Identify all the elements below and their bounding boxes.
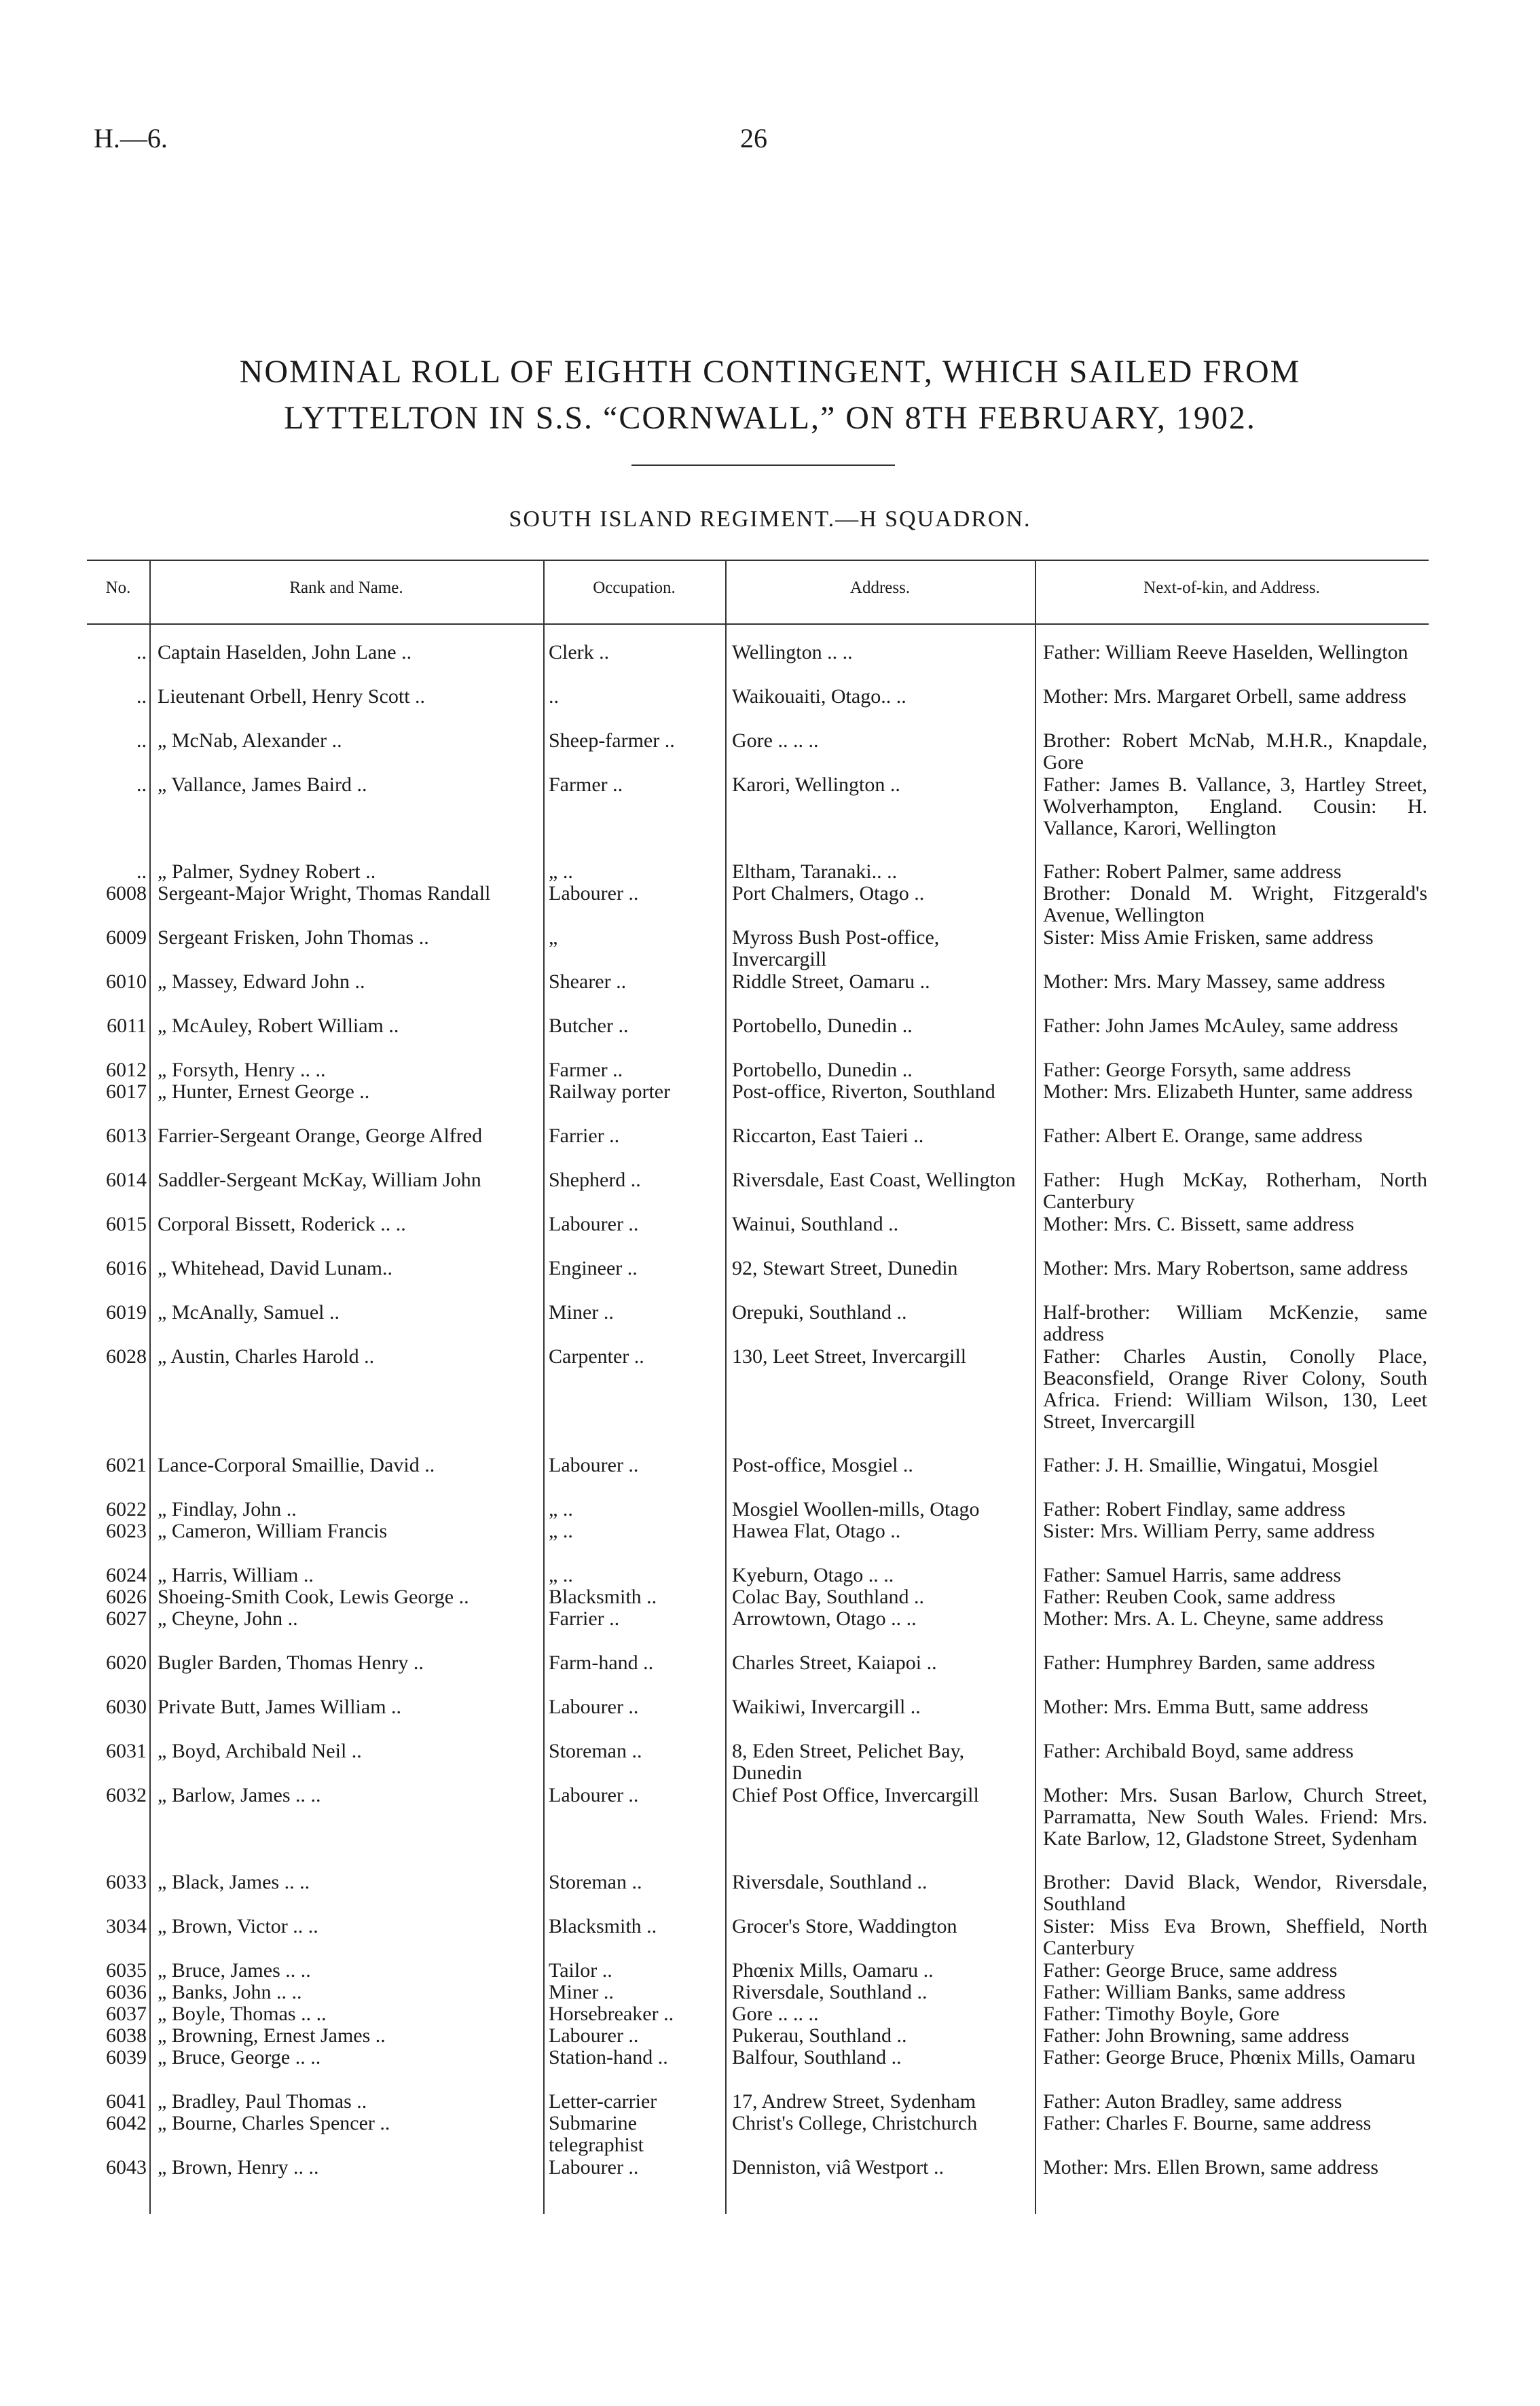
occupation: Horsebreaker .. [549, 2003, 674, 2025]
occupation: Labourer .. [549, 882, 639, 905]
next-of-kin: Mother: Mrs. Ellen Brown, same address [1043, 2156, 1379, 2179]
rank-and-name: „ Whitehead, David Lunam.. [158, 1257, 392, 1279]
column-header-address: Address. [849, 579, 911, 597]
rank-and-name: „ Brown, Victor .. .. [158, 1915, 318, 1937]
address: Grocer's Store, Waddington [732, 1915, 957, 1937]
rank-and-name: Corporal Bissett, Roderick .. .. [158, 1213, 406, 1235]
rank-and-name: Shoeing-Smith Cook, Lewis George .. [158, 1586, 469, 1608]
column-header-next-of-kin: Next-of-kin, and Address. [1143, 579, 1320, 597]
roll-number: 6016 [106, 1257, 147, 1279]
section-subtitle: SOUTH ISLAND REGIMENT.—H SQUADRON. [509, 507, 1031, 532]
next-of-kin: Father: James B. Vallance, 3, Hartley Street, Wolverhampton, England. Cousin: H. Vallance, Karori, Wellington [1043, 773, 1427, 839]
occupation: Miner .. [549, 1301, 614, 1324]
roll-number: .. [136, 685, 147, 708]
roll-number: 6021 [106, 1454, 147, 1476]
occupation: „ .. [549, 860, 573, 883]
next-of-kin: Father: George Forsyth, same address [1043, 1059, 1351, 1081]
roll-number: 3034 [106, 1915, 147, 1937]
next-of-kin: Mother: Mrs. A. L. Cheyne, same address [1043, 1607, 1384, 1630]
occupation: Engineer .. [549, 1257, 638, 1279]
rank-and-name: „ Barlow, James .. .. [158, 1784, 321, 1806]
address: Port Chalmers, Otago .. [732, 882, 925, 905]
address: Balfour, Southland .. [732, 2046, 902, 2068]
occupation: Storeman .. [549, 1871, 642, 1893]
address: Wainui, Southland .. [732, 1213, 899, 1235]
column-header-rank-name: Rank and Name. [289, 579, 403, 597]
address: Charles Street, Kaiapoi .. [732, 1652, 937, 1674]
next-of-kin: Sister: Miss Amie Frisken, same address [1043, 926, 1374, 949]
next-of-kin: Sister: Mrs. William Perry, same address [1043, 1520, 1375, 1542]
rank-and-name: „ McAuley, Robert William .. [158, 1015, 399, 1037]
roll-number: 6019 [106, 1301, 147, 1324]
roll-number: 6024 [106, 1564, 147, 1586]
next-of-kin: Father: John James McAuley, same address [1043, 1015, 1398, 1037]
next-of-kin: Father: Archibald Boyd, same address [1043, 1740, 1354, 1762]
rank-and-name: Lieutenant Orbell, Henry Scott .. [158, 685, 426, 708]
roll-number: 6031 [106, 1740, 147, 1762]
rank-and-name: „ Austin, Charles Harold .. [158, 1345, 375, 1368]
address: 8, Eden Street, Pelichet Bay, Dunedin [732, 1740, 965, 1784]
address: Riddle Street, Oamaru .. [732, 970, 930, 993]
address: Chief Post Office, Invercargill [732, 1784, 979, 1806]
rank-and-name: Sergeant-Major Wright, Thomas Randall [158, 882, 491, 905]
address: Denniston, viâ Westport .. [732, 2156, 944, 2179]
occupation: Labourer .. [549, 1784, 639, 1806]
occupation: Station-hand .. [549, 2046, 668, 2068]
occupation: Shepherd .. [549, 1169, 641, 1191]
rank-and-name: „ Harris, William .. [158, 1564, 314, 1586]
address: 130, Leet Street, Invercargill [732, 1345, 967, 1368]
occupation: Blacksmith .. [549, 1915, 657, 1937]
address: Christ's College, Christchurch [732, 2112, 978, 2134]
address: Karori, Wellington .. [732, 773, 900, 796]
occupation: Farrier .. [549, 1125, 620, 1147]
occupation: Farm-hand .. [549, 1652, 654, 1674]
next-of-kin: Mother: Mrs. Mary Massey, same address [1043, 970, 1385, 993]
next-of-kin: Father: Reuben Cook, same address [1043, 1586, 1336, 1608]
next-of-kin: Father: Timothy Boyle, Gore [1043, 2003, 1280, 2025]
address: Phœnix Mills, Oamaru .. [732, 1959, 934, 1982]
rank-and-name: Private Butt, James William .. [158, 1696, 402, 1718]
roll-number: 6039 [106, 2046, 147, 2068]
roll-number: 6026 [106, 1586, 147, 1608]
address: Colac Bay, Southland .. [732, 1586, 925, 1608]
page-number: 26 [740, 123, 767, 153]
address: Riversdale, Southland .. [732, 1981, 928, 2003]
roll-number: .. [136, 860, 147, 883]
address: Portobello, Dunedin .. [732, 1015, 913, 1037]
rank-and-name: „ McNab, Alexander .. [158, 729, 342, 752]
occupation: Submarine telegraphist [549, 2112, 644, 2156]
rank-and-name: „ Browning, Ernest James .. [158, 2024, 386, 2047]
occupation: .. [549, 685, 559, 708]
roll-number: 6041 [106, 2090, 147, 2113]
rank-and-name: „ Cheyne, John .. [158, 1607, 298, 1630]
address: Post-office, Riverton, Southland [732, 1080, 995, 1103]
occupation: Shearer .. [549, 970, 627, 993]
roll-number: 6010 [106, 970, 147, 993]
rank-and-name: „ Bruce, George .. .. [158, 2046, 321, 2068]
next-of-kin: Father: John Browning, same address [1043, 2024, 1349, 2047]
rank-and-name: „ Banks, John .. .. [158, 1981, 302, 2003]
next-of-kin: Father: Charles F. Bourne, same address [1043, 2112, 1372, 2134]
rank-and-name: „ Boyd, Archibald Neil .. [158, 1740, 362, 1762]
next-of-kin: Mother: Mrs. C. Bissett, same address [1043, 1213, 1355, 1235]
next-of-kin: Father: Hugh McKay, Rotherham, North Canterbury [1043, 1169, 1427, 1213]
roll-number: 6020 [106, 1652, 147, 1674]
roll-number: 6027 [106, 1607, 147, 1630]
roll-number: 6043 [106, 2156, 147, 2179]
next-of-kin: Father: George Bruce, same address [1043, 1959, 1338, 1982]
roll-number: 6030 [106, 1696, 147, 1718]
page-title-line-1: NOMINAL ROLL OF EIGHTH CONTINGENT, WHICH SAILED FROM [239, 354, 1301, 390]
rank-and-name: „ Palmer, Sydney Robert .. [158, 860, 376, 883]
next-of-kin: Father: Robert Palmer, same address [1043, 860, 1342, 883]
roll-number: 6011 [107, 1015, 147, 1037]
roll-number: .. [136, 641, 147, 663]
address: Waikouaiti, Otago.. .. [732, 685, 906, 708]
next-of-kin: Father: Humphrey Barden, same address [1043, 1652, 1376, 1674]
roll-number: 6033 [106, 1871, 147, 1893]
address: Myross Bush Post-office, Invercargill [732, 926, 940, 970]
next-of-kin: Mother: Mrs. Mary Robertson, same address [1043, 1257, 1408, 1279]
rank-and-name: „ Hunter, Ernest George .. [158, 1080, 370, 1103]
rank-and-name: „ Massey, Edward John .. [158, 970, 365, 993]
rank-and-name: Lance-Corporal Smaillie, David .. [158, 1454, 435, 1476]
occupation: Farrier .. [549, 1607, 620, 1630]
occupation: Letter-carrier [549, 2090, 657, 2113]
occupation: Storeman .. [549, 1740, 642, 1762]
occupation: „ .. [549, 1498, 573, 1520]
rank-and-name: „ Brown, Henry .. .. [158, 2156, 319, 2179]
address: Riversdale, East Coast, Wellington [732, 1169, 1016, 1191]
address: Post-office, Mosgiel .. [732, 1454, 913, 1476]
next-of-kin: Mother: Mrs. Susan Barlow, Church Street, Parramatta, New South Wales. Friend: Mrs. Kate Barlow, 12, Gladstone Street, Sydenham [1043, 1784, 1427, 1850]
address: 92, Stewart Street, Dunedin [732, 1257, 958, 1279]
occupation: Tailor .. [549, 1959, 612, 1982]
next-of-kin: Mother: Mrs. Margaret Orbell, same address [1043, 685, 1407, 708]
rank-and-name: „ Bruce, James .. .. [158, 1959, 311, 1982]
address: Orepuki, Southland .. [732, 1301, 907, 1324]
roll-number: 6009 [106, 926, 147, 949]
rank-and-name: Sergeant Frisken, John Thomas .. [158, 926, 429, 949]
occupation: Farmer .. [549, 773, 623, 796]
rank-and-name: „ Forsyth, Henry .. .. [158, 1059, 326, 1081]
next-of-kin: Father: Charles Austin, Conolly Place, Beaconsfield, Orange River Colony, South Africa. Friend: William Wilson, 130, Leet Street, Invercargill [1043, 1345, 1427, 1433]
roll-number: 6042 [106, 2112, 147, 2134]
rank-and-name: Saddler-Sergeant McKay, William John [158, 1169, 481, 1191]
rank-and-name: „ Black, James .. .. [158, 1871, 310, 1893]
roll-number: 6012 [106, 1059, 147, 1081]
address: Riccarton, East Taieri .. [732, 1125, 924, 1147]
next-of-kin: Father: Auton Bradley, same address [1043, 2090, 1342, 2113]
address: Hawea Flat, Otago .. [732, 1520, 901, 1542]
occupation: Blacksmith .. [549, 1586, 657, 1608]
rank-and-name: „ Findlay, John .. [158, 1498, 297, 1520]
occupation: Butcher .. [549, 1015, 629, 1037]
roll-number: 6035 [106, 1959, 147, 1982]
roll-number: 6015 [106, 1213, 147, 1235]
roll-number: 6014 [106, 1169, 147, 1191]
occupation: Labourer .. [549, 2156, 639, 2179]
address: Kyeburn, Otago .. .. [732, 1564, 894, 1586]
next-of-kin: Father: Albert E. Orange, same address [1043, 1125, 1363, 1147]
next-of-kin: Father: Robert Findlay, same address [1043, 1498, 1346, 1520]
occupation: Farmer .. [549, 1059, 623, 1081]
address: Riversdale, Southland .. [732, 1871, 928, 1893]
next-of-kin: Brother: David Black, Wendor, Riversdale, Southland [1043, 1871, 1427, 1915]
occupation: „ [549, 926, 558, 949]
occupation: Labourer .. [549, 1454, 639, 1476]
occupation: Clerk .. [549, 641, 610, 663]
rank-and-name: „ McAnally, Samuel .. [158, 1301, 340, 1324]
address: Waikiwi, Invercargill .. [732, 1696, 921, 1718]
address: Wellington .. .. [732, 641, 853, 663]
address: Pukerau, Southland .. [732, 2024, 907, 2047]
document-reference: H.—6. [94, 123, 168, 153]
address: Portobello, Dunedin .. [732, 1059, 913, 1081]
occupation: „ .. [549, 1520, 573, 1542]
rank-and-name: „ Bradley, Paul Thomas .. [158, 2090, 367, 2113]
roll-number: 6008 [106, 882, 147, 905]
next-of-kin: Father: J. H. Smaillie, Wingatui, Mosgiel [1043, 1454, 1379, 1476]
column-header-no: No. [105, 579, 131, 597]
rank-and-name: „ Vallance, James Baird .. [158, 773, 367, 796]
roll-number: 6032 [106, 1784, 147, 1806]
rank-and-name: Farrier-Sergeant Orange, George Alfred [158, 1125, 483, 1147]
next-of-kin: Brother: Robert McNab, M.H.R., Knapdale, Gore [1043, 729, 1427, 773]
roll-number: 6036 [106, 1981, 147, 2003]
address: Eltham, Taranaki.. .. [732, 860, 898, 883]
roll-number: 6037 [106, 2003, 147, 2025]
next-of-kin: Father: George Bruce, Phœnix Mills, Oamaru [1043, 2046, 1416, 2068]
roll-number: .. [136, 729, 147, 752]
roll-number: 6017 [106, 1080, 147, 1103]
occupation: Sheep-farmer .. [549, 729, 675, 752]
address: Gore .. .. .. [732, 2003, 819, 2025]
next-of-kin: Half-brother: William McKenzie, same address [1043, 1301, 1427, 1345]
next-of-kin: Father: Samuel Harris, same address [1043, 1564, 1342, 1586]
next-of-kin: Brother: Donald M. Wright, Fitzgerald's Avenue, Wellington [1043, 882, 1427, 926]
column-header-occupation: Occupation. [593, 579, 676, 597]
next-of-kin: Mother: Mrs. Elizabeth Hunter, same address [1043, 1080, 1413, 1103]
roll-number: 6013 [106, 1125, 147, 1147]
roll-number: 6028 [106, 1345, 147, 1368]
occupation: Carpenter .. [549, 1345, 644, 1368]
occupation: „ .. [549, 1564, 573, 1586]
occupation: Railway porter [549, 1080, 671, 1103]
roll-number: 6038 [106, 2024, 147, 2047]
rank-and-name: Bugler Barden, Thomas Henry .. [158, 1652, 424, 1674]
roll-number: .. [136, 773, 147, 796]
occupation: Labourer .. [549, 2024, 639, 2047]
rank-and-name: „ Bourne, Charles Spencer .. [158, 2112, 390, 2134]
address: Arrowtown, Otago .. .. [732, 1607, 917, 1630]
next-of-kin: Sister: Miss Eva Brown, Sheffield, North Canterbury [1043, 1915, 1427, 1959]
page-title-line-2: LYTTELTON IN S.S. “CORNWALL,” ON 8TH FEBRUARY, 1902. [284, 400, 1256, 436]
rank-and-name: „ Cameron, William Francis [158, 1520, 388, 1542]
address: 17, Andrew Street, Sydenham [732, 2090, 976, 2113]
next-of-kin: Mother: Mrs. Emma Butt, same address [1043, 1696, 1369, 1718]
rank-and-name: Captain Haselden, John Lane .. [158, 641, 412, 663]
next-of-kin: Father: William Reeve Haselden, Wellington [1043, 641, 1408, 663]
roll-number: 6022 [106, 1498, 147, 1520]
rank-and-name: „ Boyle, Thomas .. .. [158, 2003, 327, 2025]
occupation: Miner .. [549, 1981, 614, 2003]
address: Gore .. .. .. [732, 729, 819, 752]
occupation: Labourer .. [549, 1213, 639, 1235]
roll-number: 6023 [106, 1520, 147, 1542]
address: Mosgiel Woollen-mills, Otago [732, 1498, 980, 1520]
occupation: Labourer .. [549, 1696, 639, 1718]
next-of-kin: Father: William Banks, same address [1043, 1981, 1346, 2003]
